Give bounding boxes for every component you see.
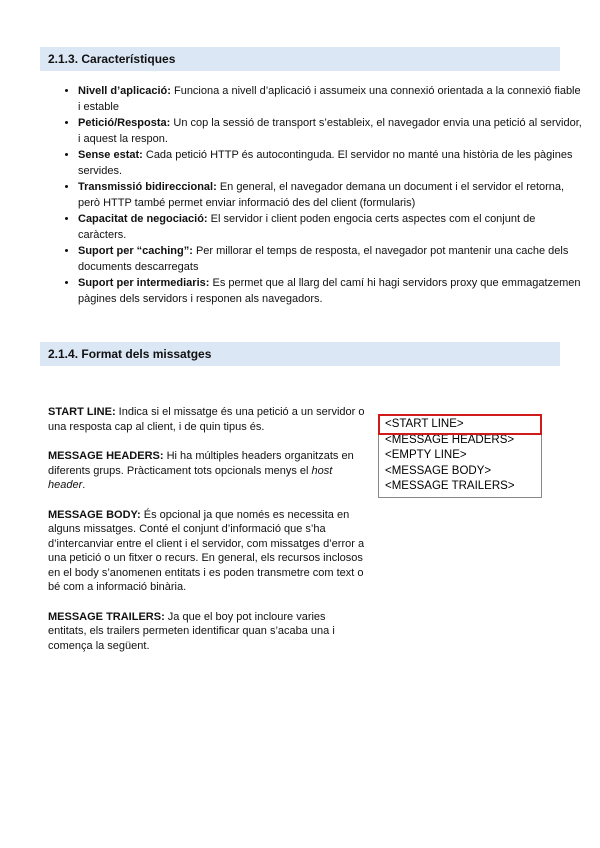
- figure-line-body: <MESSAGE BODY>: [385, 464, 492, 477]
- paragraph-start-line: [48, 405, 366, 434]
- list-item: [78, 116, 582, 147]
- list-item: [78, 148, 582, 179]
- item-term: Capacitat de negociació:: [78, 213, 208, 225]
- item-text: Per millorar el temps de resposta, el navegador pot mantenir una cache dels documents descarregats: [78, 245, 569, 273]
- list-item: [78, 212, 582, 243]
- paragraph-text: Ja que el boy pot incloure varies entitats, els trailers permeten identificar quan s’acaba una i comença la següent.: [48, 610, 335, 652]
- item-term: Suport per intermediaris:: [78, 277, 210, 289]
- features-list: [56, 84, 582, 308]
- paragraph-text: Hi ha múltiples headers organitzats en diferents grups. Pràcticament tots opcionals menys el: [48, 450, 354, 477]
- item-term: Transmissió bidireccional:: [78, 181, 217, 193]
- item-text: El servidor i client poden engocia certs aspectes com el conjunt de caràcters.: [78, 213, 536, 241]
- start-line-highlight: [378, 414, 542, 435]
- paragraph-term: MESSAGE HEADERS:: [48, 450, 164, 462]
- message-structure-figure: [378, 414, 542, 498]
- paragraph-message-headers: [48, 449, 366, 493]
- item-term: Nivell d’aplicació:: [78, 85, 171, 97]
- list-item: [78, 276, 582, 307]
- item-text: Es permet que al llarg del camí hi hagi servidors proxy que emmagatzemen pàgines dels servidors i responen als navegadors.: [78, 277, 581, 305]
- section-title: 2.1.3. Característiques: [48, 52, 176, 66]
- paragraph-text: És opcional ja que només es necessita en alguns missatges. Conté el conjunt d’informació que s’ha d’intercanviar entre el client i el servidor, com missatges d’error a una petició o un fitxer o recurs. En general, els recursos inclosos en el body s’anomenen entitats i es poden transmetre com text o bé com a informació binària.: [48, 508, 365, 593]
- item-term: Suport per “caching”:: [78, 245, 193, 257]
- paragraph-term: MESSAGE TRAILERS:: [48, 610, 165, 623]
- item-term: Petició/Resposta:: [78, 117, 171, 129]
- item-text: Cada petició HTTP és autocontinguda. El servidor no manté una història de les pàgines servides.: [78, 149, 573, 177]
- list-item: [78, 180, 582, 211]
- figure-line-headers: <MESSAGE HEADERS>: [385, 433, 515, 446]
- paragraph-term: START LINE:: [48, 406, 116, 418]
- paragraph-italic: host header: [48, 464, 333, 491]
- paragraph-text: Indica si el missatge és una petició a un servidor o una resposta cap al client, i de quin tipus és.: [48, 406, 365, 433]
- item-text: Funciona a nivell d’aplicació i assumeix una connexió orientada a la connexió fiable i estable: [78, 85, 581, 113]
- paragraph-message-body: [48, 508, 366, 595]
- figure-line-trailers: <MESSAGE TRAILERS>: [385, 480, 515, 492]
- paragraph-message-trailers: [48, 610, 366, 654]
- message-format-description: [48, 405, 366, 668]
- item-text: Un cop la sessió de transport s’estableix, el navegador envia una petició al servidor, i aquest la respon.: [78, 117, 582, 145]
- item-text: En general, el navegador demana un document i el servidor el retorna, però HTTP també permet enviar informació des del client (formularis): [78, 181, 565, 209]
- section-heading-caracteristiques: [40, 47, 560, 71]
- paragraph-tail: .: [82, 479, 86, 491]
- section-title: 2.1.4. Format dels missatges: [48, 347, 212, 361]
- list-item: [78, 84, 582, 115]
- figure-line-empty: <EMPTY LINE>: [385, 449, 467, 461]
- paragraph-term: MESSAGE BODY:: [48, 508, 141, 521]
- item-term: Sense estat:: [78, 149, 143, 161]
- section-heading-format-missatges: [40, 342, 560, 366]
- figure-line-start: <START LINE>: [385, 418, 464, 430]
- list-item: [78, 244, 582, 275]
